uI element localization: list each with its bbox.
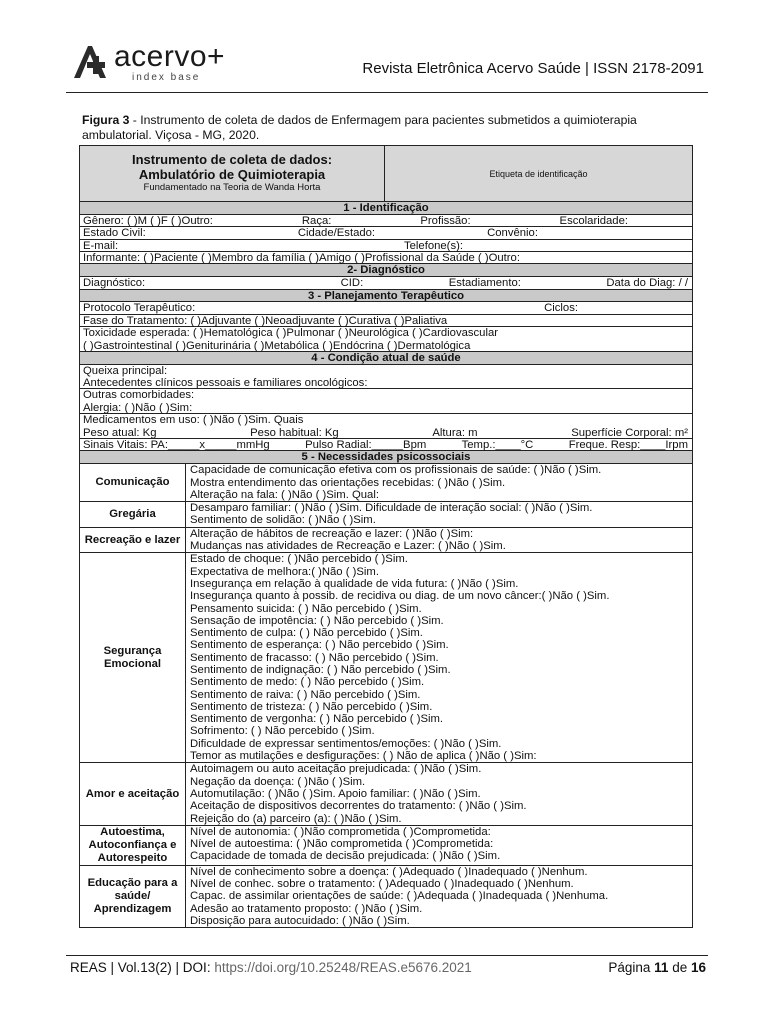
form-row — [80, 327, 692, 339]
list-item: Expectativa de melhora:( )Não ( )Sim. — [190, 565, 379, 578]
field-toxicidade: Toxicidade esperada: ( )Hematológica ( )Pulmonar ( )Neurológica ( )Cardiovascular — [83, 327, 499, 340]
list-item: Autoimagem ou auto aceitação prejudicada: ( )Não ( )Sim. — [190, 763, 482, 776]
field-altura: Altura: m — [432, 426, 478, 439]
list-item: Nível de conhecimento sobre a doença: ( )Adequado ( )Inadequado ( )Nenhum. — [190, 865, 588, 878]
list-item: Adesão ao tratamento proposto: ( )Não ( )Sim. — [190, 902, 423, 915]
id-label-box: Etiqueta de identificação — [489, 168, 588, 179]
list-item: Sentimento de tristeza: ( ) Não percebido ( )Sim. — [190, 700, 433, 713]
form-row — [80, 315, 692, 327]
group-amor — [80, 763, 692, 825]
form-row — [80, 377, 692, 389]
list-item: Pensamento suicida: ( ) Não percebido ( )Sim. — [190, 602, 422, 615]
section-diagnostico: 2- Diagnóstico — [80, 264, 692, 277]
list-item: Sentimento de culpa: ( ) Não percebido ( )Sim. — [190, 627, 423, 640]
list-item: Sofrimento: ( ) Não percebido ( )Sim. — [190, 725, 375, 738]
group-seguranca — [80, 553, 692, 763]
section-identificacao: 1 - Identificação — [80, 202, 692, 215]
list-item: Dificuldade de expressar sentimentos/emoções: ( )Não ( )Sim. — [190, 737, 502, 750]
form-header — [80, 146, 692, 202]
list-item: Sentimento de fracasso: ( ) Não percebido ( )Sim. — [190, 651, 439, 664]
list-item: Sentimento de solidão: ( )Não ( )Sim. — [190, 514, 376, 527]
field-antecedentes: Antecedentes clínicos pessoais e familiares oncológicos: — [83, 377, 368, 390]
field-profissao: Profissão: — [420, 214, 471, 227]
field-cid: CID: — [340, 277, 364, 290]
group-autoestima — [80, 826, 692, 866]
form-row — [80, 252, 692, 264]
list-item: Insegurança quanto à possib. de recidiva ou diag. de um novo câncer:( )Não ( )Sim. — [190, 590, 610, 603]
section-planejamento: 3 - Planejamento Terapêutico — [80, 290, 692, 303]
form-title: Instrumento de coleta de dados: — [131, 152, 333, 167]
form-theory: Fundamentado na Teoria de Wanda Horta — [143, 182, 321, 193]
journal-title: Revista Eletrônica Acervo Saúde | ISSN 2178-2091 — [362, 60, 704, 77]
field-estadiamento: Estadiamento: — [448, 277, 521, 290]
group-label: Segurança Emocional — [80, 553, 186, 762]
group-label: Autoestima, Autoconfiança e Autorespeito — [80, 826, 186, 865]
page-header — [70, 38, 710, 94]
list-item: Nível de autonomia: ( )Não comprometida ( )Comprometida: — [190, 825, 491, 838]
list-item: Capacidade de comunicação efetiva com os profissionais de saúde: ( )Não ( )Sim. — [190, 464, 602, 477]
data-collection-form — [79, 145, 693, 928]
list-item: Capac. de assimilar orientações de saúde: ( )Adequada ( )Inadequada ( )Nenhuma. — [190, 890, 609, 903]
list-item: Aceitação de dispositivos decorrentes do tratamento: ( )Não ( )Sim. — [190, 800, 527, 813]
list-item: Sentimento de indignação: ( ) Não percebido ( )Sim. — [190, 663, 451, 676]
list-item: Sentimento de esperança: ( ) Não percebido ( )Sim. — [190, 639, 449, 652]
field-protocolo: Protocolo Terapêutico: — [83, 302, 196, 315]
list-item: Temor as mutilações e desfigurações: ( ) Não de aplica ( )Não ( )Sim: — [190, 750, 537, 763]
form-row — [80, 240, 692, 252]
section-condicao: 4 - Condição atual de saúde — [80, 352, 692, 365]
field-freq-resp: Freque. Resp:____Irpm — [568, 439, 688, 452]
field-superficie: Superfície Corporal: m² — [571, 426, 688, 439]
form-title-block — [80, 146, 385, 201]
page-current: 11 — [654, 960, 669, 975]
group-recreacao — [80, 528, 692, 554]
list-item: Automutilação: ( )Não ( )Sim. Apoio familiar: ( )Não ( )Sim. — [190, 787, 481, 800]
section-necessidades: 5 - Necessidades psicossociais — [80, 451, 692, 464]
field-estado-civil: Estado Civil: — [83, 227, 146, 240]
footer-divider — [66, 955, 708, 956]
form-row — [80, 227, 692, 239]
field-medicamentos: Medicamentos em uso: ( )Não ( )Sim. Quais — [83, 414, 304, 427]
field-telefone: Telefone(s): — [403, 239, 463, 252]
page-mid: de — [668, 960, 691, 975]
group-label: Recreação e lazer — [80, 528, 186, 553]
form-row — [80, 389, 692, 401]
footer-volume: REAS | Vol.13(2) | DOI: — [70, 960, 215, 975]
list-item: Mostra entendimento das orientações recebidas: ( )Não ( )Sim. — [190, 476, 506, 489]
form-row — [80, 402, 692, 414]
group-educacao — [80, 866, 692, 927]
list-item: Sentimento de vergonha: ( ) Não percebido ( )Sim. — [190, 713, 444, 726]
list-item: Alteração de hábitos de recreação e lazer: ( )Não ( )Sim: — [190, 527, 474, 540]
field-peso-atual: Peso atual: Kg — [83, 426, 157, 439]
doi-link[interactable]: https://doi.org/10.25248/REAS.e5676.2021 — [214, 960, 472, 975]
group-label: Gregária — [80, 502, 186, 527]
list-item: Sentimento de raiva: ( ) Não percebido ( )Sim. — [190, 688, 421, 701]
logo-plus-icon — [70, 42, 110, 82]
form-row — [80, 340, 692, 352]
list-item: Insegurança em relação à qualidade de vida futura: ( )Não ( )Sim. — [190, 577, 519, 590]
field-cidade: Cidade/Estado: — [297, 227, 376, 240]
logo-subtext: index base — [132, 72, 201, 83]
group-comunicacao — [80, 464, 692, 502]
list-item: Nível de conhec. sobre o tratamento: ( )Adequado ( )Inadequado ( )Nenhum. — [190, 878, 574, 891]
field-alergia: Alergia: ( )Não ( )Sim: — [83, 401, 193, 414]
field-pa: Sinais Vitais: PA:_____x_____mmHg — [83, 439, 270, 452]
page-prefix: Página — [608, 960, 655, 975]
figure-caption — [82, 113, 694, 143]
page-total: 16 — [690, 960, 706, 975]
form-subtitle: Ambulatório de Quimioterapia — [138, 167, 326, 182]
list-item: Sensação de impotência: ( ) Não percebido ( )Sim. — [190, 614, 444, 627]
group-label: Educação para a saúde/ Aprendizagem — [80, 866, 186, 927]
header-divider — [66, 92, 708, 93]
list-item: Nível de autoestima: ( )Não comprometida ( )Comprometida: — [190, 838, 494, 851]
field-comorbidades: Outras comorbidades: — [83, 389, 195, 402]
field-ciclos: Ciclos: — [544, 302, 578, 315]
list-item: Desamparo familiar: ( )Não ( )Sim. Dificuldade de interação social: ( )Não ( )Sim. — [190, 502, 593, 515]
group-label: Amor e aceitação — [80, 763, 186, 824]
list-item: Rejeição do (a) parceiro (a): ( )Não ( )Sim. — [190, 812, 402, 825]
field-convenio: Convênio: — [487, 227, 538, 240]
field-diagnostico: Diagnóstico: — [83, 277, 146, 290]
field-toxicidade-cont: ( )Gastrointestinal ( )Geniturinária ( )Metabólica ( )Endócrina ( )Dermatológica — [83, 339, 471, 352]
field-informante: Informante: ( )Paciente ( )Membro da família ( )Amigo ( )Profissional da Saúde ( )Outro: — [83, 251, 520, 264]
form-row — [80, 439, 692, 451]
field-peso-habitual: Peso habitual: Kg — [250, 426, 339, 439]
footer-citation — [70, 960, 472, 975]
field-queixa: Queixa principal: — [83, 364, 168, 377]
list-item: Negação da doença: ( )Não ( )Sim. — [190, 775, 366, 788]
field-raca: Raça: — [301, 214, 332, 227]
list-item: Mudanças nas atividades de Recreação e Lazer: ( )Não ( )Sim. — [190, 540, 506, 553]
list-item: Alteração na fala: ( )Não ( )Sim. Qual: — [190, 488, 379, 501]
list-item: Sentimento de medo: ( ) Não percebido ( )Sim. — [190, 676, 425, 689]
field-fase: Fase do Tratamento: ( )Adjuvante ( )Neoadjuvante ( )Curativa ( )Paliativa — [83, 314, 448, 327]
list-item: Estado de choque: ( )Não percebido ( )Sim. — [190, 553, 408, 566]
form-row — [80, 365, 692, 377]
group-label: Comunicação — [80, 464, 186, 501]
list-item: Capacidade de tomada de decisão prejudicada: ( )Não ( )Sim. — [190, 850, 501, 863]
form-row — [80, 427, 692, 439]
field-email: E-mail: — [83, 239, 119, 252]
field-data-diag: Data do Diag: / / — [606, 277, 688, 290]
list-item: Disposição para autocuidado: ( )Não ( )Sim. — [190, 915, 410, 928]
field-genero: Gênero: ( )M ( )F ( )Outro: — [83, 214, 213, 227]
page-number — [608, 960, 706, 975]
group-gregaria — [80, 502, 692, 528]
field-temp: Temp.:____°C — [461, 439, 534, 452]
figure-label: Figura 3 — [82, 113, 130, 127]
form-row — [80, 302, 692, 314]
field-escolaridade: Escolaridade: — [559, 214, 628, 227]
logo-text: acervo+ — [114, 40, 226, 73]
form-row — [80, 215, 692, 227]
figure-caption-text: - Instrumento de coleta de dados de Enfermagem para pacientes submetidos a quimioterapia ambulatorial. Viçosa - MG, 2020. — [82, 113, 637, 142]
form-row — [80, 414, 692, 426]
journal-logo — [70, 38, 240, 88]
form-row — [80, 277, 692, 289]
field-pulso: Pulso Radial:_____Bpm — [305, 439, 427, 452]
